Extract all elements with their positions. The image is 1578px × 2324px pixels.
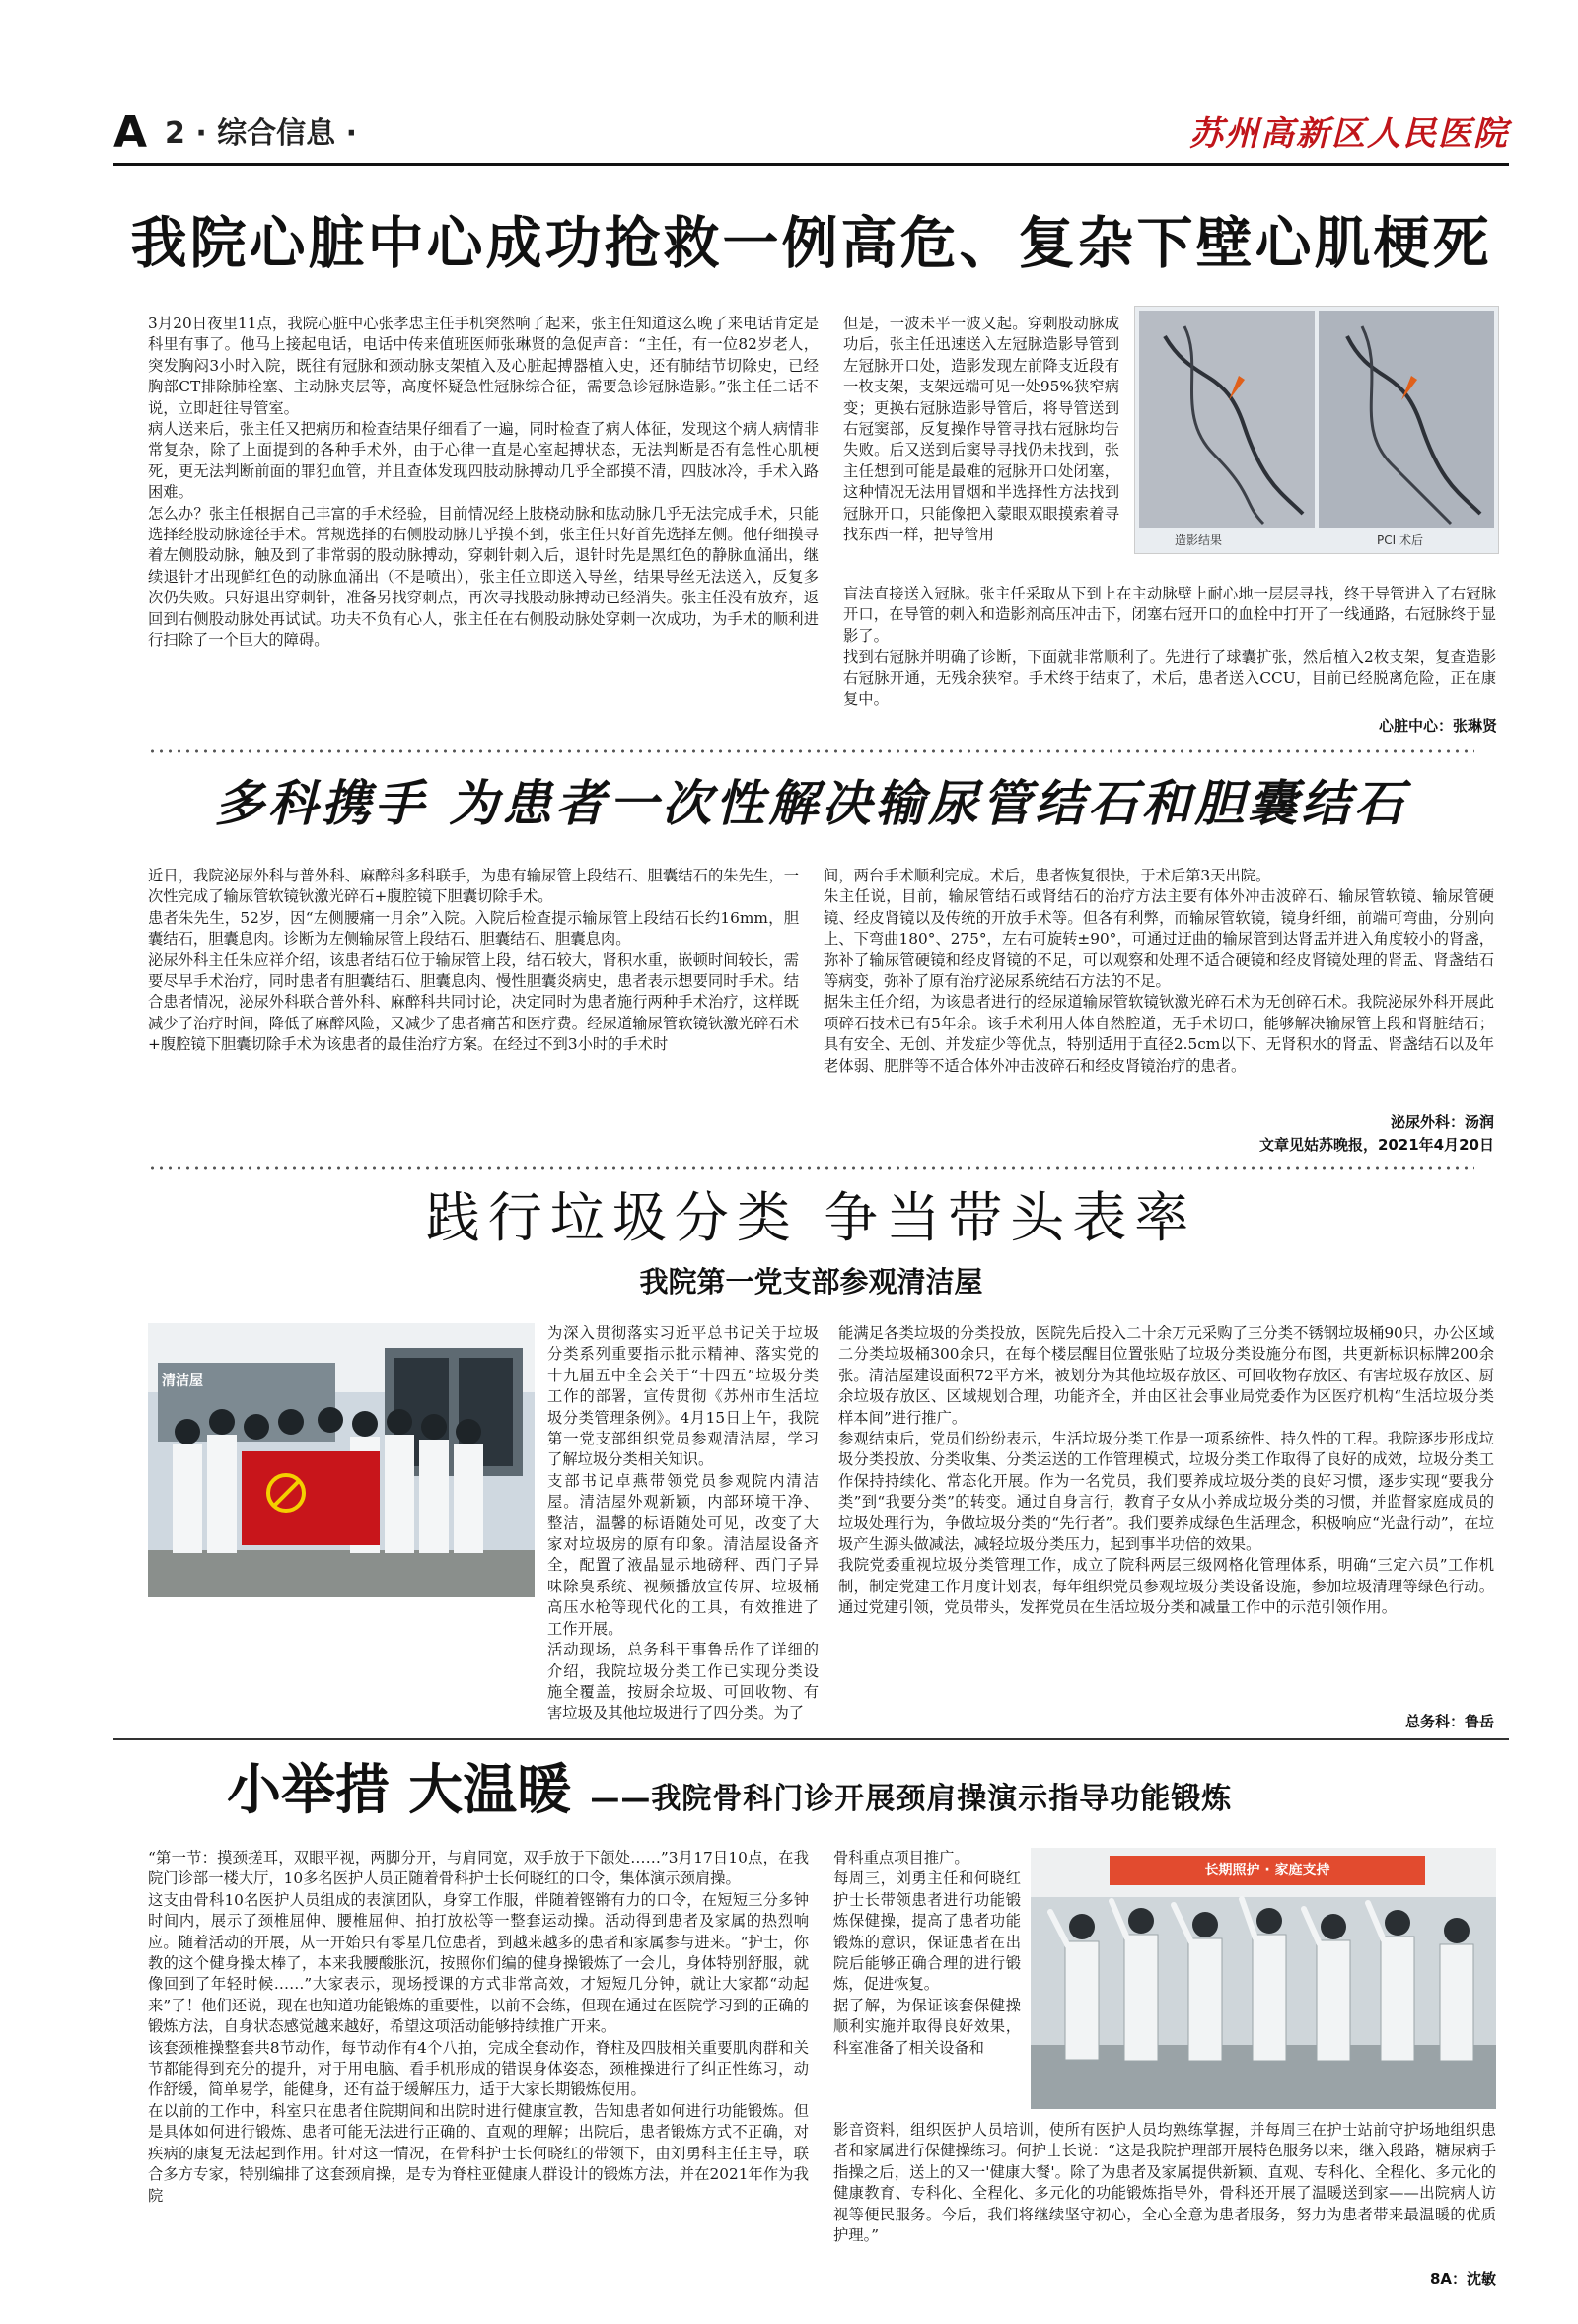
article4-left-column: “第一节：摸颈搓耳，双眼平视，两脚分开，与肩同宽，双手放于下颌处……”3月17日10点，在我院门诊部一楼大厅，10多名医护人员正随着骨科护士长何晓红的口令，集体演示颈肩操。 这支由骨科10名医护人员组成的表演团队，身穿工作服，伴随着铿锵有力的口令，在短短三分多钟时间内，展示了颈椎屈伸、腰椎屈伸、拍打放松等一整套运动操。活动得到患者及家属的热烈响应。随着活动的开展，从一开始只有零星几位患者，到越来越多的患者和家属参与进来。“护士，你教的这个健身操太棒了，本来我腰酸胀沉，按照你们编的健身操锻炼了一会儿，身体特别舒服，就像回到了年轻时候……”大家表示，现场授课的方式非常高效，才短短几分钟，就让大家都“动起来”了！他们还说，现在也知道功能锻炼的重要性，以前不会练，但现在通过在医院学习到的正确的锻炼方法，自身状态感觉越来越好，希望这项活动能够持续推广开来。 该套颈椎操整套共8节动作，每节动作有4个八拍，完成全套动作，脊柱及四肢相关重要肌肉群和关节都能得到充分的提升，对于用电脑、看手机形成的错误身体姿态，颈椎操进行了纠正性练习，动作舒缓，简单易学，能健身，还有益于缓解压力，适于大家长期锻炼使用。 在以前的工作中，科室只在患者住院期间和出院时进行健康宣教，告知患者如何进行功能锻炼。但是具体如何进行锻炼、患者可能无法进行正确的、直观的理解；出院后，患者锻炼方式不正确，对疾病的康复无法起到作用。针对这一情况，在骨科护士长何晓红的带领下，由刘勇科主任主导，联合多方专家，特别编排了这套颈肩操，是专为脊柱亚健康人群设计的锻炼方法，并在2021年作为我院 — [148, 1849, 809, 2205]
caption-right: PCI 术后 — [1377, 533, 1423, 547]
article4-right-column-top: 骨科重点项目推广。 每周三，刘勇主任和何晓红护士长带领患者进行功能锻炼保健操，提高了患者功能锻炼的意识，保证患者在出院后能够正确合理的进行锻炼，促进恢复。 据了解，为保证该套保健操顺利实施并取得良好效果，科室准备了相关设备和 — [833, 1849, 1021, 2057]
exercise-image — [1031, 1848, 1496, 2109]
article3-byline: 总务科：鲁岳 — [1404, 1713, 1494, 1730]
article3-subtitle: 我院第一党支部参观清洁屋 — [639, 1265, 983, 1299]
article4-right-column-bottom: 影音资料，组织医护人员培训，使所有医护人员均熟练掌握，并每周三在护士站前守护场地组织患者和家属进行保健操练习。何护士长说：“这是我院护理部开展特色服务以来，继入段路，糖尿病手指操之后，送上的又一'健康大餐'。除了为患者及家属提供新颖、直观、专科化、全程化、多元化的健康教育、专科化、全程化、多元化的功能锻炼指导外，骨科还开展了温暖送到家——出院病人访视等便民服务。今后，我们将继续坚守初心，全心全意为患者服务，努力为患者带来最温暖的优质护理。” — [833, 2121, 1496, 2245]
separator — [148, 749, 1474, 753]
separator — [148, 1166, 1474, 1170]
article4-title-sub: ——我院骨科门诊开展颈肩操演示指导功能锻炼 — [590, 1782, 1233, 1816]
photo-sign: 清洁屋 — [162, 1373, 203, 1389]
cleaning-house-photo — [148, 1323, 535, 1597]
article2-byline-source: 文章见姑苏晚报，2021年4月20日 — [1258, 1136, 1494, 1154]
article1-right-column-top: 但是，一波未平一波又起。穿刺股动脉成功后，张主任迅速送入左冠脉造影导管到左冠脉开口处，造影发现左前降支近段有一枚支架，支架远端可见一处95%狭窄病变；更换右冠脉造影导管后，将导管送到右冠窦部，反复操作导管寻找右冠脉均告失败。后又送到后窦导寻找仍未找到，张主任想到可能是最难的冠脉开口处闭塞，这种情况无法用冒烟和半选择性方法找到冠脉开口，只能像把入蒙眼双眼摸索着寻找东西一样，把导管用 — [843, 315, 1119, 544]
article2-byline-author: 泌尿外科：汤润 — [1390, 1113, 1494, 1131]
article2-title: 多科携手 为患者一次性解决输尿管结石和胆囊结石 — [214, 775, 1408, 832]
photo-banner: 长期照护 · 家庭支持 — [1204, 1863, 1330, 1878]
article2-right-column: 间，两台手术顺利完成。术后，患者恢复很快，于术后第3天出院。 朱主任说，目前，输尿管结石或肾结石的治疗方法主要有体外冲击波碎石、输尿管软镜、输尿管硬镜、经皮肾镜以及传统的开放手术等。但各有利弊，而输尿管软镜，镜身纤细，前端可弯曲，分别向上、下弯曲180°、275°，左右可旋转±90°，可通过迂曲的输尿管到达肾盂并进入角度较小的肾盏，弥补了输尿管硬镜和经皮肾镜的不足，可以观察和处理不适合硬镜和经皮肾镜处理的肾盂、肾盏结石等病变，弥补了原有治疗泌尿系统结石方法的不足。 据朱主任介绍，为该患者进行的经尿道输尿管软镜钬激光碎石术为无创碎石术。我院泌尿外科开展此项碎石技术已有5年余。该手术利用人体自然腔道，无手术切口，能够解决输尿管上段和肾脏结石；具有安全、无创、并发症少等优点，特别适用于直径2.5cm以下、无肾积水的肾盂、肾盏结石以及年老体弱、肥胖等不适合体外冲击波碎石和经皮肾镜治疗的患者。 — [824, 867, 1494, 1075]
masthead — [113, 108, 1509, 158]
group-photo-image — [148, 1323, 535, 1597]
angiography-figure — [1134, 306, 1499, 554]
separator — [113, 1738, 1509, 1740]
angiography-image — [1135, 307, 1498, 553]
article1-byline: 心脏中心：张琳贤 — [1378, 717, 1497, 735]
article1-left-column: 3月20日夜里11点，我院心脏中心张孝忠主任手机突然响了起来，张主任知道这么晚了来电话肯定是科里有事了。他马上接起电话，电话中传来值班医师张琳贤的急促声音：“主任，有一位82岁老人，突发胸闷3小时入院，既往有冠脉和颈动脉支架植入及心脏起搏器植入史，还有肺结节切除史，已经胸部CT排除肺栓塞、主动脉夹层等，高度怀疑急性冠脉综合征，需要急诊冠脉造影。”张主任二话不说，立即赶往导管室。 病人送来后，张主任又把病历和检查结果仔细看了一遍，同时检查了病人体征，发现这个病人病情非常复杂，除了上面提到的各种手术外，由于心律一直是心室起搏状态，无法判断是否有急性心肌梗死，更无法判断前面的罪犯血管，并且查体发现四肢动脉搏动几乎全部摸不清，四肢冰冷，手术入路困难。 怎么办？张主任根据自己丰富的手术经验，目前情况经上肢桡动脉和肱动脉几乎无法完成手术，只能选择经股动脉途径手术。常规选择的右侧股动脉几乎摸不到，张主任只好首先选择左侧。他仔细摸寻着左侧股动脉，触及到了非常弱的股动脉搏动，穿刺针刺入后，退针时先是黑红色的静脉血涌出，继续退针才出现鲜红色的动脉血涌出（不是喷出），张主任立即送入导丝，结果导丝无法送入，反复多次仍失败。只好退出穿刺针，准备另找穿刺点，再次寻找股动脉搏动已经消失。张主任没有放弃，返回到右侧股动脉处再试试。功夫不负有心人，张主任在右侧股动脉处穿刺一次成功，为手术的顺利进行扫除了一个巨大的障碍。 — [148, 315, 819, 650]
article2-left-column: 近日，我院泌尿外科与普外科、麻醉科多科联手，为患有输尿管上段结石、胆囊结石的朱先生，一次性完成了输尿管软镜钬激光碎石+腹腔镜下胆囊切除手术。 患者朱先生，52岁，因“左侧腰痛一月余”入院。入院后检查提示输尿管上段结石长约16mm，胆囊结石，胆囊息肉。诊断为左侧输尿管上段结石、胆囊结石、胆囊息肉。 泌尿外科主任朱应祥介绍，该患者结石位于输尿管上段，结石较大，肾积水重，嵌顿时间较长，需要尽早手术治疗，同时患者有胆囊结石、胆囊息肉、慢性胆囊炎病史，患者表示想要同时手术。结合患者情况，泌尿外科联合普外科、麻醉科共同讨论，决定同时为患者施行两种手术治疗，这样既减少了治疗时间，降低了麻醉风险，又减少了患者痛苦和医疗费。经尿道输尿管软镜钬激光碎石术+腹腔镜下胆囊切除手术为该患者的最佳治疗方案。在经过不到3小时的手术时 — [148, 867, 799, 1054]
article1-title: 我院心脏中心成功抢救一例高危、复杂下壁心肌梗死 — [130, 211, 1492, 276]
masthead-rule — [113, 163, 1509, 166]
article4-title — [227, 1755, 1529, 1834]
article3-column-1: 为深入贯彻落实习近平总书记关于垃圾分类系列重要指示批示精神、落实党的十九届五中全会关于“十四五”垃圾分类工作的部署，宣传贯彻《苏州市生活垃圾分类管理条例》。4月15日上午，我院第一党支部组织党员参观清洁屋，学习了解垃圾分类相关知识。 支部书记卓燕带领党员参观院内清洁屋。清洁屋外观新颖，内部环境干净、整洁，温馨的标语随处可见，改变了大家对垃圾房的原有印象。清洁屋设备齐全，配置了液晶显示地磅秤、西门子异味除臭系统、视频播放宣传屏、垃圾桶高压水枪等现代化的工具，有效推进了工作开展。 活动现场，总务科干事鲁岳作了详细的介绍，我院垃圾分类工作已实现分类设施全覆盖，按厨余垃圾、可回收物、有害垃圾及其他垃圾进行了四分类。为了 — [547, 1324, 819, 1723]
article4-byline: 8A：沈敏 — [1429, 2270, 1496, 2288]
caption-left: 造影结果 — [1175, 533, 1223, 547]
article4-title-main: 小举措 大温暖 — [227, 1758, 572, 1821]
hospital-name: 苏州高新区人民医院 — [1189, 114, 1509, 154]
section-label: 2 · 综合信息 · — [165, 116, 357, 151]
article3-title: 践行垃圾分类 争当带头表率 — [425, 1186, 1197, 1249]
article1-right-column-bottom: 盲法直接送入冠脉。张主任采取从下到上在主动脉壁上耐心地一层层寻找，终于导管进入了右冠脉开口，在导管的刺入和造影剂高压冲击下，闭塞右冠开口的血栓中打开了一线通路，右冠脉终于显影了。 找到右冠脉并明确了诊断，下面就非常顺利了。先进行了球囊扩张，然后植入2枚支架，复查造影右冠脉开通，无残余狭窄。手术终于结束了，术后，患者送入CCU，目前已经脱离危险，正在康复中。 — [843, 585, 1496, 709]
article3-column-2: 能满足各类垃圾的分类投放，医院先后投入二十余万元采购了三分类不锈钢垃圾桶90只，办公区域二分类垃圾桶300余只，在每个楼层醒目位置张贴了垃圾分类设施分布图，共更新标识标牌200余张。清洁屋建设面积72平方米，被划分为其他垃圾存放区、可回收物存放区、有害垃圾存放区、厨余垃圾存放区、区域规划合理，功能齐全，并由区社会事业局党委作为区医疗机构“生活垃圾分类样本间”进行推广。 参观结束后，党员们纷纷表示，生活垃圾分类工作是一项系统性、持久性的工程。我院逐步形成垃圾分类投放、分类收集、分类运送的工作管理模式，垃圾分类工作取得了良好的成效，垃圾分类工作保持持续化、常态化开展。作为一名党员，我们要养成垃圾分类的良好习惯，逐步实现“要我分类”到“我要分类”的转变。通过自身言行，教育子女从小养成垃圾分类的习惯，并监督家庭成员的垃圾处理行为，争做垃圾分类的“先行者”。我们要养成绿色生活理念，积极响应“光盘行动”，在垃圾产生源头做减法，减轻垃圾分类压力，起到事半功倍的效果。 我院党委重视垃圾分类管理工作，成立了院科两层三级网格化管理体系，明确“三定六员”工作机制，制定党建工作月度计划表，每年组织党员参观垃圾分类设备设施，参加垃圾清理等绿色行动。通过党建引领，党员带头，发挥党员在生活垃圾分类和减量工作中的示范引领作用。 — [838, 1324, 1494, 1617]
exercise-photo — [1031, 1848, 1496, 2109]
page-number: A — [113, 107, 148, 158]
